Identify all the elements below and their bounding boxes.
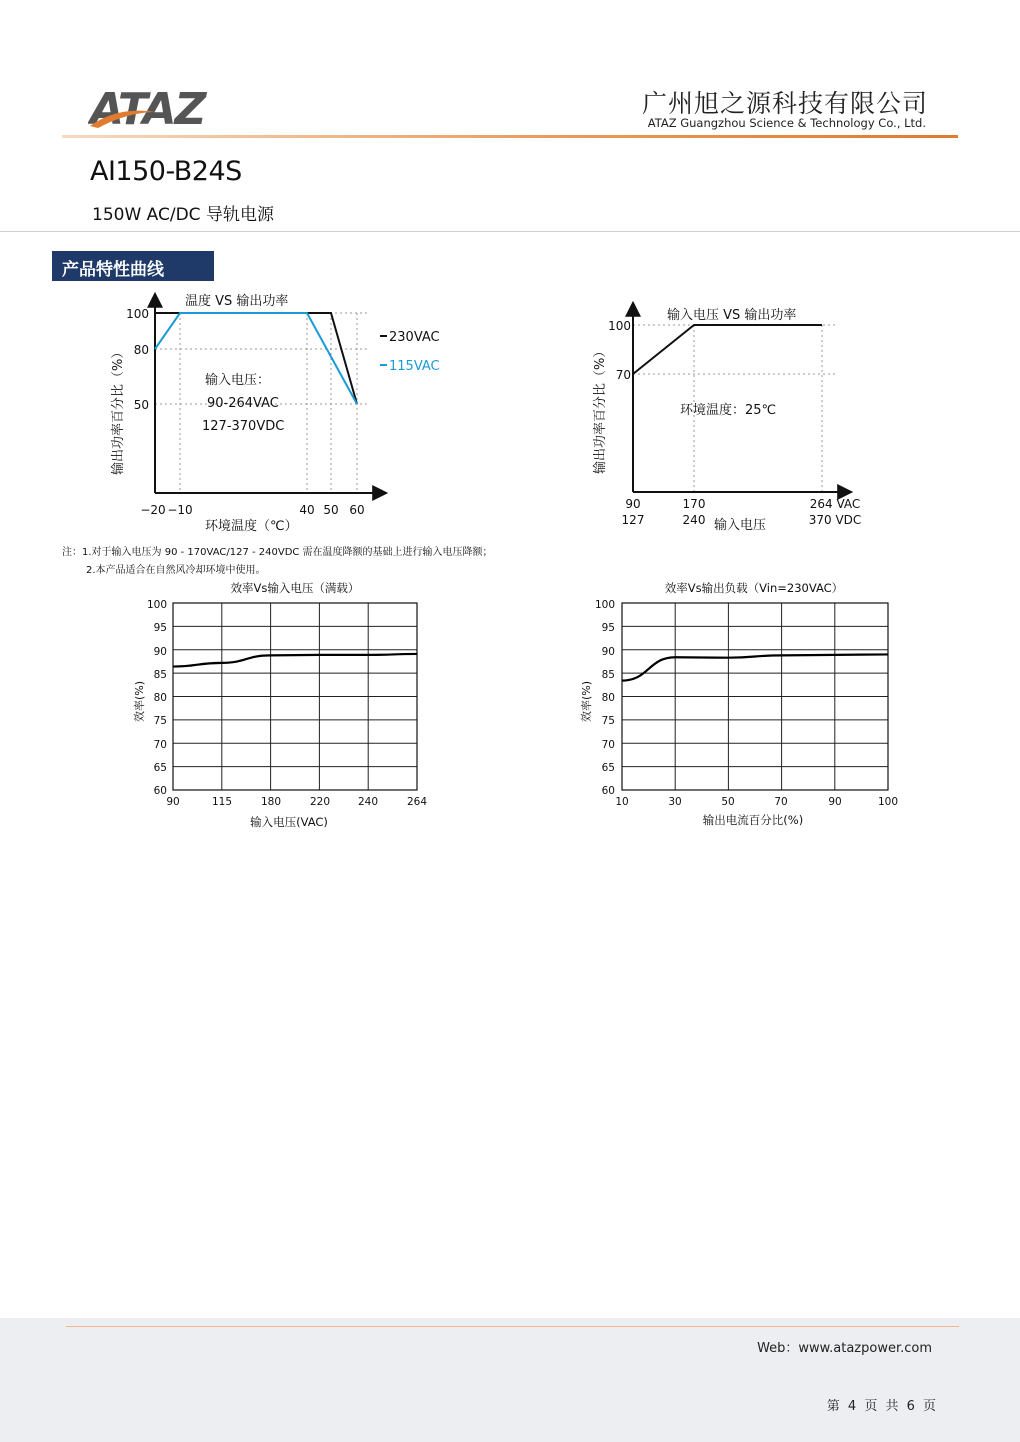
y-tick-label: 60 (153, 785, 167, 797)
y-axis-label: 输出功率百分比（%） (593, 344, 608, 474)
y-tick-label: 80 (133, 343, 149, 357)
note-1: 注：1.对于输入电压为 90 - 170VAC/127 - 240VDC 需在温度降额的基础上进行输入电压降额； (62, 547, 493, 558)
chart-title: 温度 VS 输出功率 (185, 294, 289, 309)
chart-grid (173, 603, 417, 790)
chart-efficiency-vs-input (125, 576, 435, 832)
x-tick-label: 60 (349, 503, 365, 517)
series-line-115vac (155, 313, 357, 404)
x-tick-label: 40 (299, 503, 315, 517)
y-tick-label: 75 (601, 715, 615, 727)
ataz-logo (88, 82, 228, 132)
annotation-line: 90-264VAC (207, 396, 279, 411)
chart-input-derating (585, 298, 875, 538)
x-tick-label: 264 VAC (809, 497, 861, 511)
y-tick-label: 60 (601, 785, 615, 797)
header-divider (62, 135, 958, 138)
x-tick-label: 90 (625, 497, 641, 511)
series-line (633, 325, 822, 374)
page-number: 第 4 页 共 6 页 (826, 1399, 938, 1414)
y-tick-label: 100 (146, 599, 167, 611)
efficiency-curve (173, 654, 417, 667)
x-tick-label: 30 (668, 796, 682, 808)
y-tick-label: 100 (594, 599, 615, 611)
company-name-en: ATAZ Guangzhou Science & Technology Co., Ltd. (647, 116, 926, 130)
x-tick-label: 50 (721, 796, 735, 808)
x-tick-label: 220 (309, 796, 331, 808)
section-title: 产品特性曲线 (62, 260, 164, 280)
x-tick-label: 70 (774, 796, 788, 808)
legend-label-115vac: 115VAC (389, 359, 440, 374)
title-divider (0, 231, 1020, 232)
chart-efficiency-vs-load (573, 576, 903, 832)
x-tick-label: 127 (621, 513, 645, 527)
y-tick-label: 95 (601, 622, 615, 634)
x-axis-label: 输出电流百分比(%) (702, 813, 804, 827)
y-axis-label: 效率(%) (580, 680, 593, 722)
x-axis-label: 输入电压 (714, 518, 767, 533)
annotation-line: 127-370VDC (202, 419, 285, 434)
x-tick-label: 180 (260, 796, 282, 808)
x-tick-label: 50 (323, 503, 339, 517)
y-axis-label: 效率(%) (133, 680, 146, 722)
product-subtitle: 150W AC/DC 导轨电源 (92, 205, 274, 225)
website-link[interactable]: Web：www.atazpower.com (757, 1341, 932, 1356)
x-tick-label: 90 (828, 796, 842, 808)
y-axis-label: 输出功率百分比（%） (111, 345, 126, 475)
y-tick-label: 75 (153, 715, 167, 727)
y-tick-label: 90 (601, 646, 615, 658)
series-line-230vac (155, 313, 357, 404)
x-tick-label: 240 (682, 513, 706, 527)
chart-title: 效率Vs输出负载（Vin=230VAC） (664, 581, 844, 595)
y-tick-label: 70 (615, 368, 631, 382)
x-tick-label: −10 (167, 503, 193, 517)
chart-title: 输入电压 VS 输出功率 (667, 308, 797, 323)
y-tick-label: 80 (601, 692, 615, 704)
y-tick-label: 85 (153, 669, 167, 681)
y-tick-label: 95 (153, 622, 167, 634)
x-tick-label: 264 (406, 796, 428, 808)
y-tick-label: 100 (608, 319, 631, 333)
x-tick-label: 115 (211, 796, 233, 808)
x-tick-label: 240 (357, 796, 379, 808)
x-tick-label: 100 (877, 796, 899, 808)
x-tick-label: 10 (615, 796, 629, 808)
model-title: AI150-B24S (90, 156, 242, 187)
x-axis-label: 环境温度（℃） (205, 519, 298, 534)
y-tick-label: 50 (133, 398, 149, 412)
legend-label-230vac: 230VAC (389, 330, 440, 345)
x-tick-label: −20 (140, 503, 166, 517)
y-tick-label: 100 (126, 307, 149, 321)
y-tick-label: 65 (601, 762, 615, 774)
footer-divider (66, 1326, 959, 1327)
y-tick-label: 70 (153, 739, 167, 751)
x-tick-label: 370 VDC (808, 513, 862, 527)
chart-temp-derating (95, 285, 475, 540)
y-tick-label: 90 (153, 646, 167, 658)
company-name-cn: 广州旭之源科技有限公司 (641, 89, 928, 118)
y-tick-label: 65 (153, 762, 167, 774)
y-tick-label: 80 (153, 692, 167, 704)
y-tick-label: 85 (601, 669, 615, 681)
chart-title: 效率Vs输入电压（满载） (230, 581, 360, 595)
annotation: 环境温度：25℃ (680, 403, 777, 418)
y-tick-label: 70 (601, 739, 615, 751)
chart-grid (622, 603, 888, 790)
x-tick-label: 170 (682, 497, 706, 511)
logo-text: ATAZ (90, 84, 205, 132)
efficiency-curve (622, 654, 888, 680)
x-tick-label: 90 (166, 796, 180, 808)
annotation-line: 输入电压： (205, 373, 271, 388)
note-2: 2.本产品适合在自然风冷却环境中使用。 (86, 565, 266, 576)
x-axis-label: 输入电压(VAC) (250, 815, 328, 829)
